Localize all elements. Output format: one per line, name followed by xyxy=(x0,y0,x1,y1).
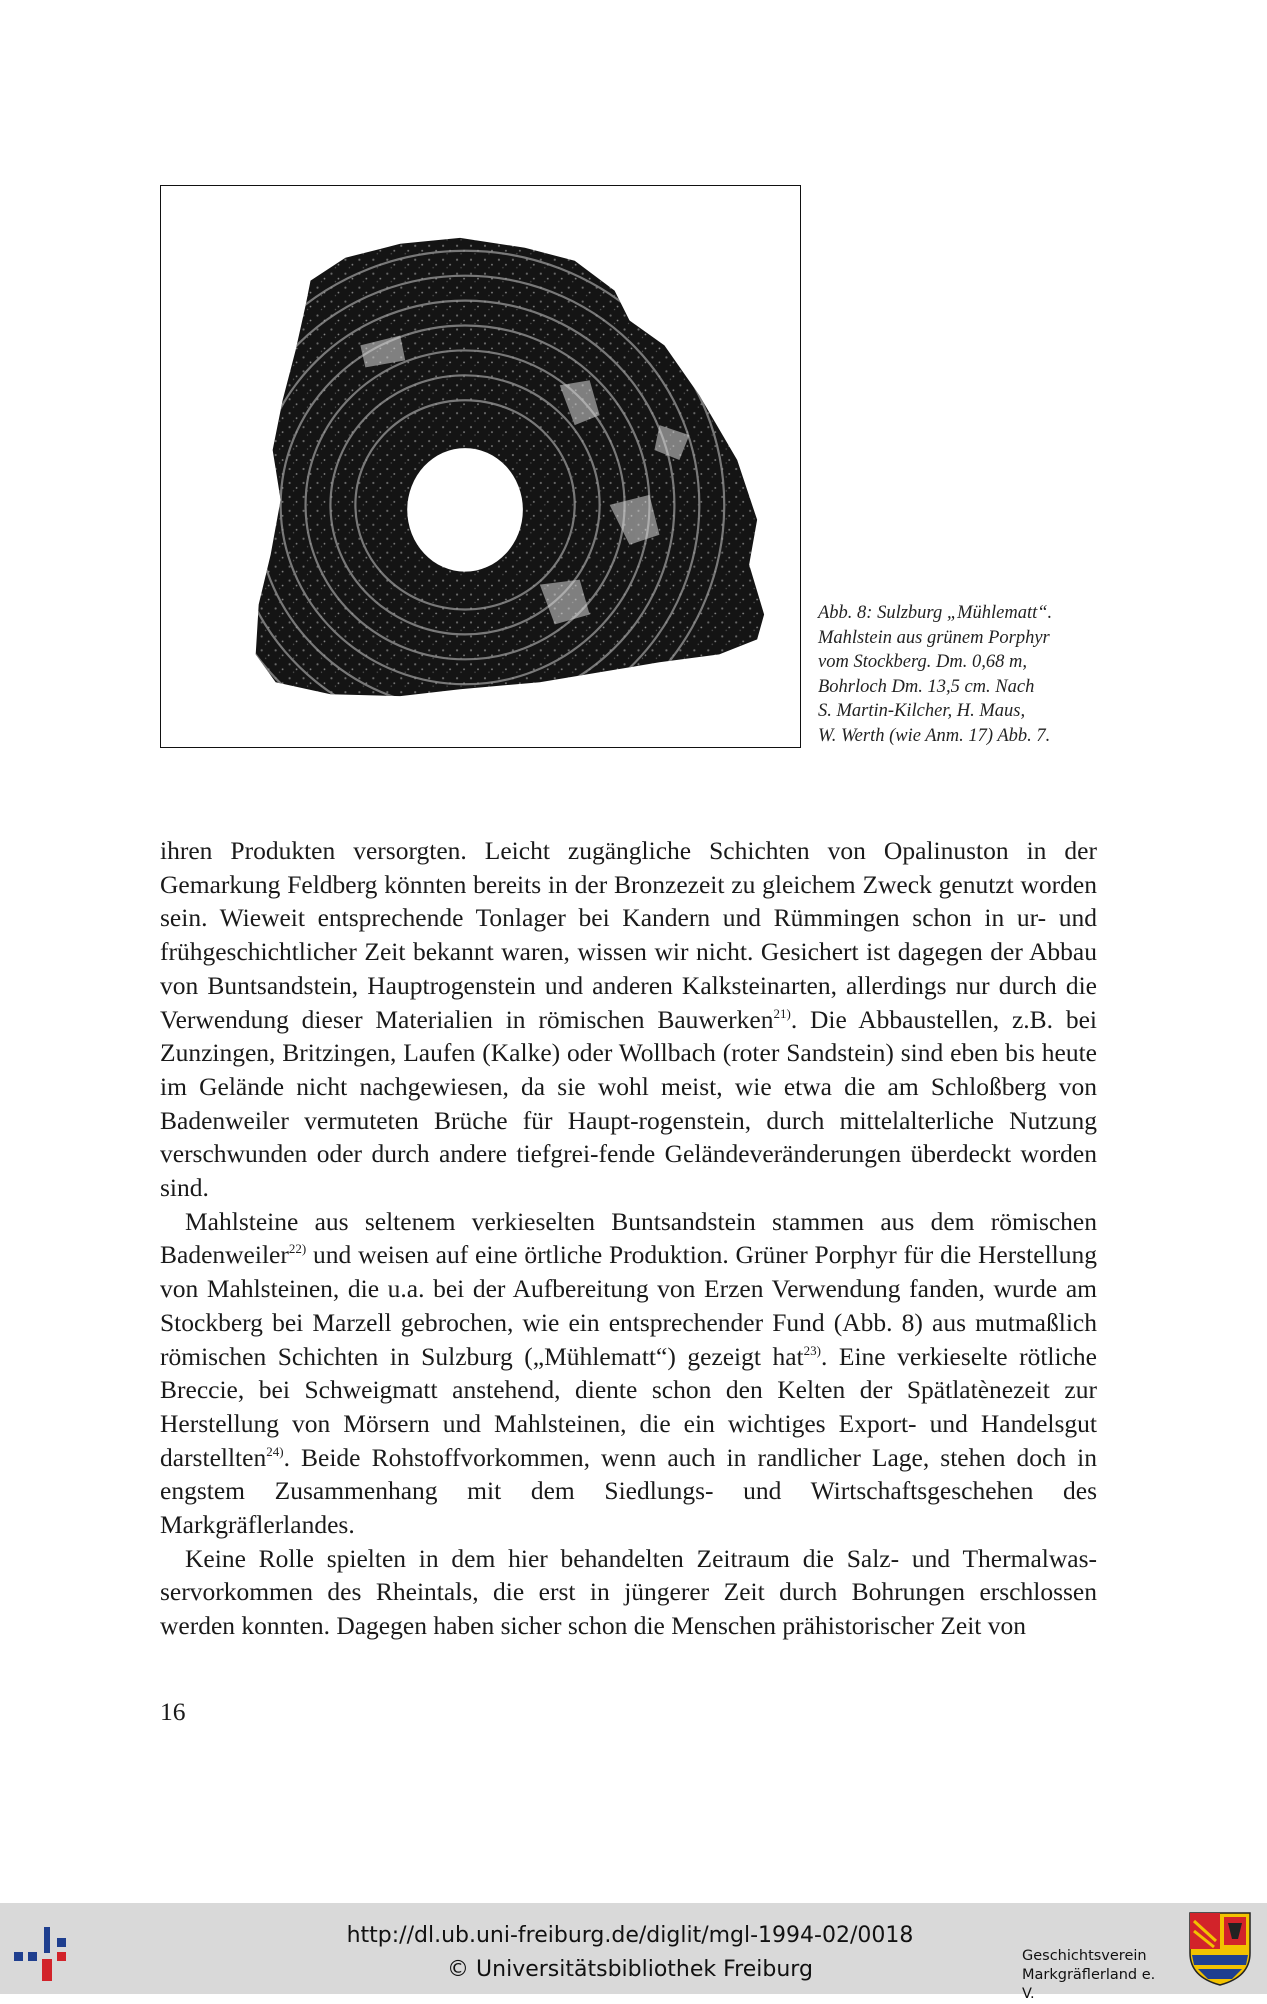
society-name xyxy=(1022,1947,1172,2004)
body-text xyxy=(160,834,1097,1643)
caption-line: vom Stockberg. Dm. 0,68 m, xyxy=(818,652,1027,672)
figure-millstone-photo xyxy=(160,185,801,748)
footnote-ref-22: 22) xyxy=(288,1241,307,1257)
caption-line: W. Werth (wie Anm. 17) Abb. 7. xyxy=(818,725,1051,746)
page-number: 16 xyxy=(160,1697,186,1726)
footer-url[interactable] xyxy=(240,1923,1020,1948)
text-run: Mahlsteine aus seltenem verkieselten Buntsandstein stammen aus dem römischen Badenweiler xyxy=(160,1206,1097,1270)
paragraph-2 xyxy=(160,1205,1097,1542)
millstone-image xyxy=(161,186,800,747)
society-line-1: Geschichtsverein xyxy=(1022,1948,1147,1964)
ub-freiburg-logo-icon xyxy=(14,1925,78,1983)
text-run: . Die Abbaustellen, z.B. bei Zunzingen, Britzingen, Laufen (Kalke) oder Wollbach (roter Sandstein) sind eben bis heute im Gelände nicht nachgewiesen, da sie wohl meist, wie etwa die am Schloßberg von Badenweiler vermuteten Brüche für Haupt-rogenstein, durch mittelalterliche Nutzung verschwunden oder durch andere tiefgrei-fende Geländeveränderungen überdeckt worden sind. xyxy=(160,1004,1097,1203)
footer-bar xyxy=(0,1903,1267,2002)
caption-line: S. Martin-Kilcher, H. Maus, xyxy=(818,701,1026,721)
footnote-ref-21: 21) xyxy=(773,1005,791,1021)
footer-copyright: © Universitätsbibliothek Freiburg xyxy=(447,1957,813,1982)
society-line-2: Markgräflerland e. V. xyxy=(1022,1967,1156,2002)
text-run: . Eine verkieselte rötliche Breccie, bei Schweigmatt anstehend, diente schon den Kelten der Spätlatènezeit zur Herstellung von Mörsern und Mahlsteinen, die ein wichtiges Export- und Handelsgut darstellten xyxy=(160,1341,1097,1472)
paragraph-3: Keine Rolle spielten in dem hier behandelten Zeitraum die Salz- und Thermalwas-servorkommen des Rheintals, die erst in jüngerer Zeit durch Bohrungen erschlossen werden konnten. Dagegen haben sicher schon die Menschen prähistorischer Zeit von xyxy=(160,1543,1097,1641)
coat-of-arms-icon xyxy=(1188,1911,1252,1987)
footnote-ref-24: 24) xyxy=(266,1443,284,1459)
text-run: ihren Produkten versorgten. Leicht zugängliche Schichten von Opalinuston in der Gemarkung Feldberg könnten bereits in der Bronzezeit zu gleichem Zweck genutzt worden sein. Wieweit entsprechende Tonlager bei Kandern und Rümmingen schon in ur- und frühgeschichtlicher Zeit bekannt waren, wissen wir nicht. Gesichert ist dagegen der Abbau von Buntsandstein, Hauptrogenstein und anderen Kalksteinarten, allerdings nur durch die Verwendung dieser Materialien in römischen Bauwerken xyxy=(160,836,1097,1034)
paragraph-1 xyxy=(160,834,1097,1205)
text-run: und weisen auf eine örtliche Produktion. Grüner Porphyr für die Herstellung von Mahlsteinen, die u.a. bei der Aufbereitung von Erzen Verwendung fanden, wurde am Stockberg bei Marzell gebrochen, wie ein entsprechender Fund (Abb. 8) aus mutmaßlich römischen Schichten in Sulzburg („Mühlematt“) gezeigt hat xyxy=(160,1240,1097,1371)
figure-caption xyxy=(818,601,1118,748)
caption-line: Abb. 8: Sulzburg „Mühlematt“. xyxy=(818,603,1053,623)
text-run: . Beide Rohstoffvorkommen, wenn auch in randlicher Lage, stehen doch in engstem Zusammenhang mit dem Siedlungs- und Wirtschaftsgeschehen des Markgräflerlandes. xyxy=(160,1442,1097,1540)
source-link[interactable]: http://dl.ub.uni-freiburg.de/diglit/mgl-1994-02/0018 xyxy=(346,1923,914,1948)
caption-line: Bohrloch Dm. 13,5 cm. Nach xyxy=(818,676,1035,697)
footnote-ref-23: 23) xyxy=(803,1342,821,1358)
caption-line: Mahlstein aus grünem Porphyr xyxy=(818,627,1050,648)
